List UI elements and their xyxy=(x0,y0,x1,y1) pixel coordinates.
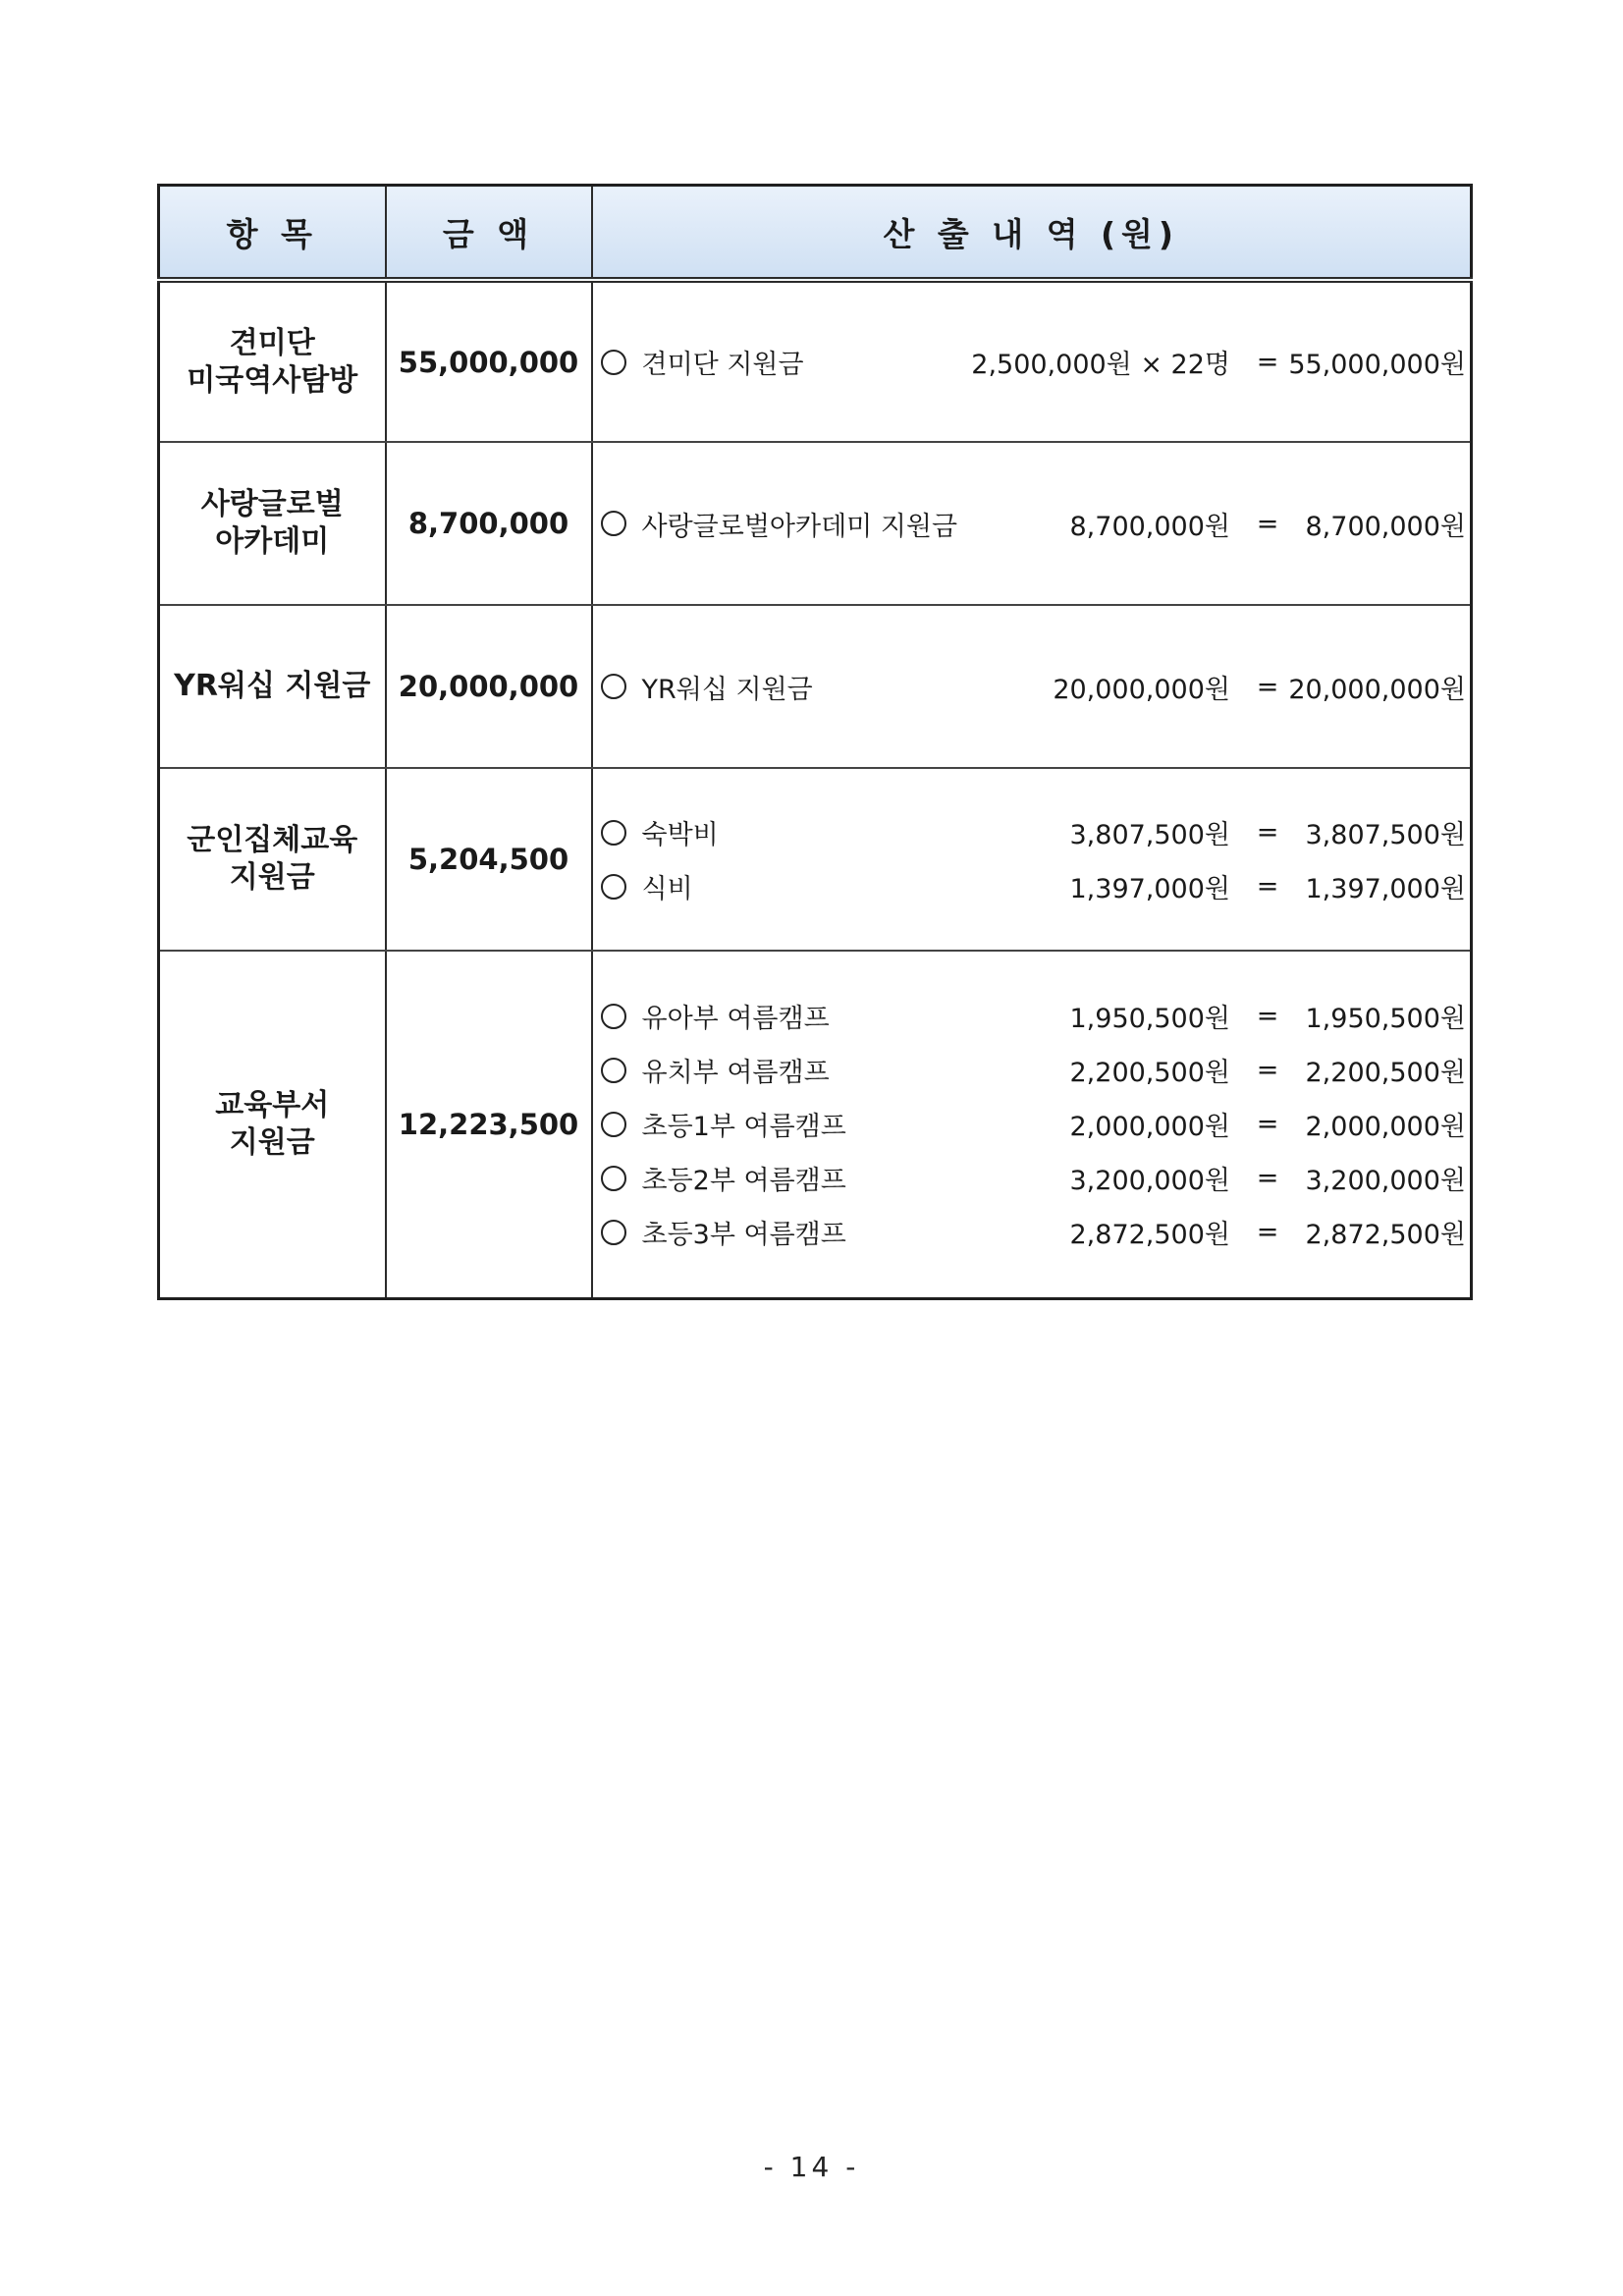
detail-equals: = xyxy=(1256,1109,1279,1140)
detail-label: 초등1부 여름캠프 xyxy=(641,1112,846,1143)
item-line: 아카데미 xyxy=(215,524,330,559)
amount-cell: 12,223,500 xyxy=(386,951,592,1298)
circle-bullet-icon xyxy=(601,511,626,536)
detail-line xyxy=(601,1043,1467,1097)
circle-bullet-icon xyxy=(601,1166,626,1191)
detail-calc: 3,807,500원 xyxy=(1069,820,1230,850)
detail-line xyxy=(601,497,1467,551)
detail-result: 2,200,500원 xyxy=(1305,1058,1466,1089)
circle-bullet-icon xyxy=(601,820,626,846)
item-cell xyxy=(159,768,386,951)
item-line: 지원금 xyxy=(229,1124,315,1160)
amount-cell: 5,204,500 xyxy=(386,768,592,951)
detail-equals: = xyxy=(1256,671,1279,702)
detail-cell xyxy=(592,442,1472,605)
item-line: 사랑글로벌 xyxy=(200,487,344,521)
table-row xyxy=(159,605,1472,768)
detail-cell xyxy=(592,280,1472,442)
item-line: YR워십 지원금 xyxy=(174,669,371,703)
detail-calc: 2,200,500원 xyxy=(1069,1058,1230,1089)
item-line: 견미단 xyxy=(229,325,315,360)
detail-line xyxy=(601,1151,1467,1205)
detail-label: 견미단 지원금 xyxy=(641,350,804,380)
detail-result: 1,397,000원 xyxy=(1305,874,1466,904)
item-line: 군인집체교육 xyxy=(187,823,358,857)
detail-calc: 2,000,000원 xyxy=(1069,1112,1230,1143)
table-row xyxy=(159,768,1472,951)
detail-result: 3,807,500원 xyxy=(1305,820,1466,850)
detail-equals: = xyxy=(1256,347,1279,377)
amount-cell: 20,000,000 xyxy=(386,605,592,768)
detail-equals: = xyxy=(1256,817,1279,847)
detail-calc: 1,950,500원 xyxy=(1069,1004,1230,1035)
detail-line xyxy=(601,805,1467,859)
item-line: 교육부서 xyxy=(215,1087,330,1122)
header-item: 항 목 xyxy=(159,186,386,281)
detail-label: 초등2부 여름캠프 xyxy=(641,1166,846,1197)
circle-bullet-icon xyxy=(601,1220,626,1245)
item-cell xyxy=(159,280,386,442)
detail-calc: 1,397,000원 xyxy=(1069,874,1230,904)
detail-label: 식비 xyxy=(641,874,693,904)
detail-label: 유치부 여름캠프 xyxy=(641,1058,830,1089)
table-row xyxy=(159,442,1472,605)
detail-result: 2,000,000원 xyxy=(1305,1112,1466,1143)
circle-bullet-icon xyxy=(601,1058,626,1083)
detail-cell xyxy=(592,768,1472,951)
amount-cell: 8,700,000 xyxy=(386,442,592,605)
detail-equals: = xyxy=(1256,1163,1279,1194)
detail-line xyxy=(601,989,1467,1043)
table-header-row xyxy=(159,186,1472,281)
detail-result: 3,200,000원 xyxy=(1305,1166,1466,1197)
circle-bullet-icon xyxy=(601,1004,626,1029)
header-amount: 금 액 xyxy=(386,186,592,281)
detail-cell xyxy=(592,605,1472,768)
circle-bullet-icon xyxy=(601,874,626,900)
detail-equals: = xyxy=(1256,1055,1279,1086)
detail-calc: 20,000,000원 xyxy=(1053,674,1230,705)
item-line: 미국역사탐방 xyxy=(187,362,358,398)
detail-result: 55,000,000원 xyxy=(1288,350,1466,380)
detail-label: 사랑글로벌아카데미 지원금 xyxy=(641,511,958,542)
circle-bullet-icon xyxy=(601,350,626,375)
detail-calc: 2,500,000원 × 22명 xyxy=(971,350,1230,380)
detail-equals: = xyxy=(1256,871,1279,902)
detail-line xyxy=(601,335,1467,389)
item-cell xyxy=(159,951,386,1298)
detail-label: YR워십 지원금 xyxy=(641,674,813,705)
detail-result: 8,700,000원 xyxy=(1305,511,1466,542)
budget-table xyxy=(157,184,1473,1300)
table-row xyxy=(159,280,1472,442)
detail-calc: 2,872,500원 xyxy=(1069,1220,1230,1251)
detail-calc: 3,200,000원 xyxy=(1069,1166,1230,1197)
table-row xyxy=(159,951,1472,1298)
detail-label: 초등3부 여름캠프 xyxy=(641,1220,846,1251)
detail-label: 숙박비 xyxy=(641,820,719,850)
detail-equals: = xyxy=(1256,508,1279,539)
detail-result: 2,872,500원 xyxy=(1305,1220,1466,1251)
detail-line xyxy=(601,660,1467,714)
detail-line xyxy=(601,1205,1467,1259)
header-detail: 산 출 내 역 (원) xyxy=(592,186,1472,281)
detail-calc: 8,700,000원 xyxy=(1069,511,1230,542)
detail-label: 유아부 여름캠프 xyxy=(641,1004,830,1035)
page-number: - 14 - xyxy=(763,2151,860,2183)
item-cell xyxy=(159,605,386,768)
amount-cell: 55,000,000 xyxy=(386,280,592,442)
detail-cell xyxy=(592,951,1472,1298)
item-line: 지원금 xyxy=(229,860,315,895)
detail-equals: = xyxy=(1256,1217,1279,1248)
detail-equals: = xyxy=(1256,1001,1279,1032)
item-cell xyxy=(159,442,386,605)
circle-bullet-icon xyxy=(601,674,626,699)
detail-line xyxy=(601,859,1467,913)
detail-result: 20,000,000원 xyxy=(1288,674,1466,705)
detail-line xyxy=(601,1097,1467,1151)
detail-result: 1,950,500원 xyxy=(1305,1004,1466,1035)
circle-bullet-icon xyxy=(601,1112,626,1137)
